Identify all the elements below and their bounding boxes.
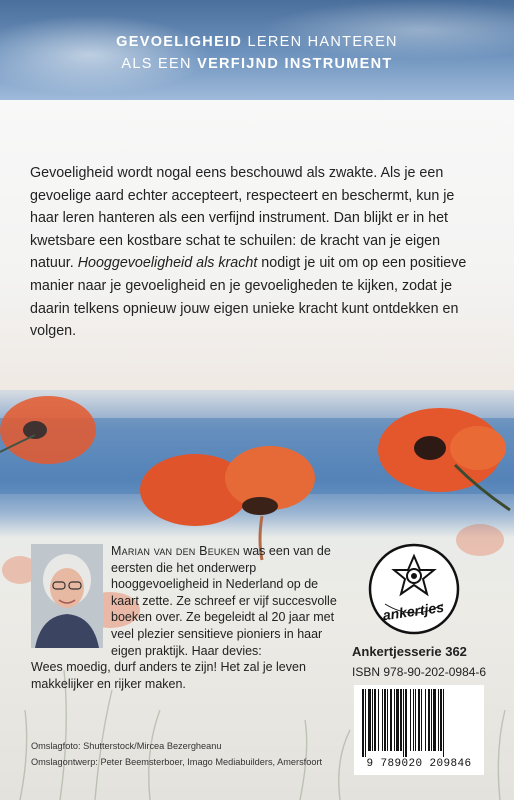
author-name: Marian van den Beuken [111, 544, 240, 558]
publisher-logo-icon [367, 542, 461, 636]
barcode-bar [362, 689, 364, 757]
isbn-label: ISBN 978-90-202-0984-6 [352, 665, 487, 679]
barcode-bar [365, 689, 366, 757]
barcode-bar [410, 689, 411, 751]
barcode-bar [378, 689, 379, 751]
barcode-bar [433, 689, 436, 751]
barcode-bar [405, 689, 407, 757]
blurb-paragraph [30, 162, 482, 343]
barcode-bar [431, 689, 432, 751]
barcode-bar [400, 689, 402, 751]
tagline-bold-1: GEVOELIGHEID [116, 34, 243, 50]
barcode-bar [374, 689, 376, 751]
barcode-bar [368, 689, 371, 751]
barcode-bar [418, 689, 420, 751]
book-title-italic: Hooggevoeligheid als kracht [77, 255, 258, 272]
tagline-line-2 [0, 56, 514, 72]
barcode-bar [415, 689, 416, 751]
author-photo [31, 544, 103, 648]
blurb-text [30, 162, 482, 343]
author-bio-text: was een van de eersten die het onderwerp hooggevoeligheid in Nederland op de kaart zette. Ze schreef er vijf succesvolle boeken over. Ze begeleidt al 20 jaar met veel plezier sensitieve pioniers in haar eigen praktijk. Haar devies: [111, 544, 337, 658]
sky-header [0, 0, 514, 100]
series-label: Ankertjesserie 362 [352, 644, 467, 659]
barcode-bar [413, 689, 414, 751]
tagline-rest-1: LEREN HANTEREN [242, 34, 398, 50]
isbn-barcode [354, 685, 484, 775]
blurb-intro: Gevoeligheid wordt nogal eens beschouwd als zwakte. Als je een gevoelige aard echter accepteert, respecteert en beschermt, kun je haar leren hanteren als een verfijnd instrument. Dan blijkt er in het kwetsbare een kostbare schat te schuilen: de kracht van je eigen natuur. [30, 165, 455, 272]
tagline-regular-2: ALS EEN [121, 56, 198, 72]
photo-credit: Omslagfoto: Shutterstock/Mircea Bezergheanu [31, 741, 222, 751]
barcode-bar [387, 689, 388, 751]
barcode-bar [438, 689, 439, 751]
barcode-bar [425, 689, 426, 751]
tagline-line-1 [0, 34, 514, 50]
author-motto-text: Wees moedig, durf anders te zijn! Het zal je leven makkelijker en rijker maken. [31, 660, 306, 691]
barcode-bar [428, 689, 430, 751]
design-credit: Omslagontwerp: Peter Beemsterboer, Imago Mediabuilders, Amersfoort [31, 757, 323, 767]
barcode-bars [362, 689, 476, 757]
logo-wordmark: ankertjes [381, 598, 445, 624]
barcode-bar [372, 689, 373, 751]
barcode-bar [394, 689, 395, 751]
tagline-bold-2: VERFIJND INSTRUMENT [197, 56, 393, 72]
author-portrait [31, 544, 103, 648]
barcode-bar [421, 689, 422, 751]
barcode-bar [382, 689, 383, 751]
barcode-digits: 9 789020 209846 [366, 758, 472, 770]
barcode-bar [403, 689, 404, 757]
author-bio [111, 543, 341, 659]
author-motto [31, 659, 341, 692]
barcode-bar [443, 689, 444, 757]
ankertjes-logo [367, 542, 461, 636]
barcode-bar [440, 689, 442, 751]
blurb-ending: nodigt je uit om op een positieve manier naar je gevoeligheid en je gevoeligheden te kijken, zodat je daarin telkens opnieuw jouw eigen unieke kracht kunt ontdekken en volgen. [30, 255, 467, 340]
barcode-bar [396, 689, 399, 751]
barcode-bar [390, 689, 392, 751]
barcode-bar [384, 689, 386, 751]
